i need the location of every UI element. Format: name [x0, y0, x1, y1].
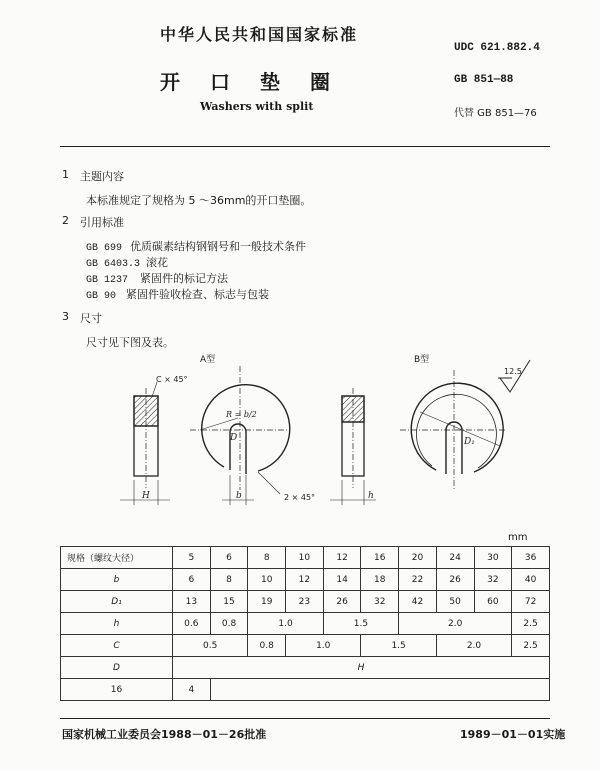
type-b-label: B型 — [414, 355, 430, 365]
section-3-title: 尺寸 — [80, 312, 102, 325]
row-label: 16 — [61, 679, 173, 701]
section-1-title: 主题内容 — [80, 170, 124, 183]
section-2-number: 2 — [62, 214, 69, 227]
udc-code: UDC 621.882.4 — [454, 42, 540, 54]
table-cell: 16 — [361, 547, 399, 569]
table-cell: 10 — [248, 569, 286, 591]
table-cell: 1.0 — [286, 635, 361, 657]
table-cell — [210, 679, 549, 701]
section-1-body: 本标准规定了规格为 5 ～36mm的开口垫圈。 — [86, 194, 312, 207]
replaces-standard: 代替 GB 851—76 — [454, 108, 537, 119]
table-cell: 6 — [210, 547, 248, 569]
row-label: h — [61, 613, 173, 635]
issuing-authority: 中华人民共和国国家标准 — [160, 25, 359, 44]
table-cell: 72 — [512, 591, 550, 613]
roughness-value: 12.5 — [504, 367, 522, 376]
table-cell: 15 — [210, 591, 248, 613]
document-title: 开口垫圈 — [160, 70, 360, 94]
table-cell: 1.0 — [248, 613, 323, 635]
type-b-front-view — [400, 370, 505, 490]
table-cell: 2.5 — [512, 613, 550, 635]
effective-date: 1989－01－01实施 — [460, 728, 566, 741]
reference-code: GB 699 — [86, 243, 123, 254]
row-label: D₁ — [61, 591, 173, 613]
row-label: b — [61, 569, 173, 591]
table-row — [61, 657, 550, 679]
approval-date: 国家机械工业委员会1988－01－26批准 — [62, 728, 267, 741]
table-row — [61, 547, 550, 569]
table-cell: 20 — [399, 547, 437, 569]
table-row — [61, 679, 550, 701]
table-cell: 40 — [512, 569, 550, 591]
reference-text: 优质碳素结构钢钢号和一般技术条件 — [130, 240, 306, 253]
section-1-number: 1 — [62, 168, 69, 181]
table-cell: 36 — [512, 547, 550, 569]
dia-label: D — [230, 433, 238, 443]
table-cell: 2.0 — [399, 613, 512, 635]
section-3-body: 尺寸见下图及表。 — [86, 336, 174, 349]
table-cell: 14 — [323, 569, 361, 591]
reference-code: GB 1237 — [86, 275, 129, 286]
table-cell: 30 — [474, 547, 512, 569]
table-cell: 0.8 — [248, 635, 286, 657]
table-cell: 12 — [286, 569, 324, 591]
section-2-title: 引用标准 — [80, 216, 124, 229]
table-cell: 26 — [436, 569, 474, 591]
row-label: C — [61, 635, 173, 657]
reference-text: 紧固件的标记方法 — [140, 272, 228, 285]
roughness-symbol — [498, 360, 530, 392]
table-cell: 0.6 — [173, 613, 211, 635]
table-cell: 1.5 — [361, 635, 436, 657]
type-b-side-view — [330, 388, 376, 505]
dimension-table — [60, 546, 550, 701]
table-cell: 42 — [399, 591, 437, 613]
table-cell: 4 — [173, 679, 211, 701]
reference-code: GB 90 — [86, 291, 117, 302]
type-a-label: A型 — [200, 355, 216, 365]
table-cell: 0.8 — [210, 613, 248, 635]
chamfer2-label: 2 × 45° — [284, 493, 316, 502]
table-cell: 60 — [474, 591, 512, 613]
reference-code: GB 6403.3 — [86, 259, 141, 270]
table-cell: 5 — [173, 547, 211, 569]
table-cell: 26 — [323, 591, 361, 613]
footer-divider — [60, 718, 550, 719]
table-cell: 6 — [173, 569, 211, 591]
reference-text: 滚花 — [146, 256, 168, 269]
table-cell: 13 — [173, 591, 211, 613]
type-a-side-view — [120, 382, 170, 505]
table-cell: 23 — [286, 591, 324, 613]
table-cell: 8 — [210, 569, 248, 591]
dim-h-label: h — [368, 491, 374, 501]
table-cell: H — [173, 657, 550, 679]
table-row — [61, 591, 550, 613]
table-cell: 50 — [436, 591, 474, 613]
table-row — [61, 613, 550, 635]
table-row — [61, 635, 550, 657]
table-cell: 18 — [361, 569, 399, 591]
dim-H-label: H — [142, 491, 150, 501]
table-cell: 22 — [399, 569, 437, 591]
dia1-label: D₁ — [464, 437, 475, 447]
chamfer-label: C × 45° — [156, 375, 188, 384]
dim-b-label: b — [236, 491, 242, 501]
type-a-front-view — [190, 366, 290, 505]
table-cell: 32 — [361, 591, 399, 613]
table-cell: 1.5 — [323, 613, 398, 635]
table-cell: 10 — [286, 547, 324, 569]
table-cell: 12 — [323, 547, 361, 569]
table-row — [61, 569, 550, 591]
table-cell: 19 — [248, 591, 286, 613]
header-cell: 规格（螺纹大径） — [61, 547, 173, 569]
section-3-number: 3 — [62, 310, 69, 323]
table-cell: 24 — [436, 547, 474, 569]
unit-label: mm — [508, 532, 528, 543]
reference-text: 紧固件验收检查、标志与包装 — [126, 288, 269, 301]
radius-label: R = b/2 — [226, 410, 257, 419]
table-cell: 8 — [248, 547, 286, 569]
row-label: D — [61, 657, 173, 679]
table-cell: 2.0 — [436, 635, 511, 657]
table-cell: 0.5 — [173, 635, 248, 657]
standard-number: GB 851—88 — [454, 74, 514, 86]
document-title-english: Washers with split — [200, 100, 314, 113]
table-cell: 32 — [474, 569, 512, 591]
table-cell: 2.5 — [512, 635, 550, 657]
